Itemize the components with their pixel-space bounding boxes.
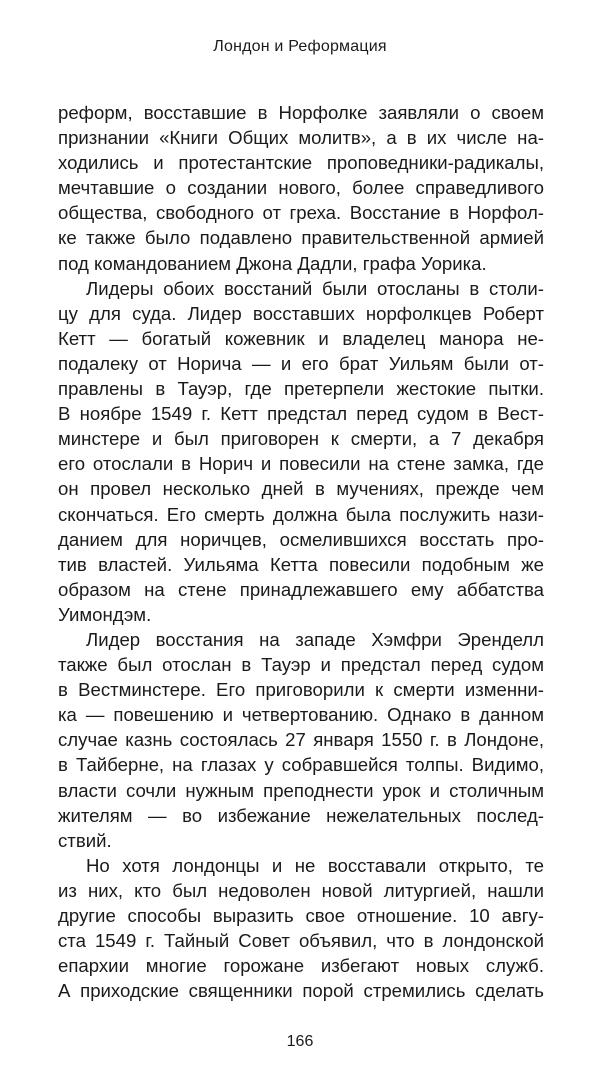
text-line: ке также было подавлено правительственной армией — [58, 227, 544, 249]
text-line: Кетт — богатый кожевник и владелец манора не- — [58, 327, 544, 349]
text-line: его отослали в Норич и повесили на стене замка, где — [58, 453, 544, 475]
text-line: цу для суда. Лидер восставших норфолкцев Роберт — [58, 302, 544, 324]
running-head: Лондон и Реформация — [213, 38, 387, 55]
text-line: также был отослан в Тауэр и предстал перед судом — [58, 654, 544, 676]
text-line: мечтавшие о создании нового, более справедливого — [58, 177, 544, 199]
text-line: Но хотя лондонцы и не восставали открыто, те — [86, 854, 544, 876]
text-line: правлены в Тауэр, где претерпели жестокие пытки. — [58, 378, 544, 400]
text-line: случае казнь состоялась 27 января 1550 г. в Лондоне, — [58, 729, 544, 751]
text-line: Лидеры обоих восстаний были отосланы в столи- — [86, 277, 544, 299]
text-line: власти сочли нужным преподнести урок и столичным — [58, 779, 544, 801]
paragraph — [58, 853, 544, 1004]
text-line: подалеку от Норича — и его брат Уильям были от- — [58, 352, 544, 374]
text-line: образом на стене принадлежавшего ему аббатства — [58, 578, 544, 600]
text-line: признании «Книги Общих молитв», а в их числе на- — [58, 127, 544, 149]
text-line: ствий. — [58, 829, 112, 851]
text-line: епархии многие горожане избегают новых служб. — [58, 955, 544, 977]
text-line: В ноябре 1549 г. Кетт предстал перед судом в Вест- — [58, 403, 544, 425]
paragraph — [58, 100, 544, 276]
paragraph — [58, 627, 544, 853]
text-line: он провел несколько дней в мучениях, прежде чем — [58, 478, 544, 500]
text-line: тив властей. Уильяма Кетта повесили подобным же — [58, 553, 544, 575]
text-line: в Вестминстере. Его приговорили к смерти изменни- — [58, 679, 544, 701]
text-line: ка — повешению и четвертованию. Однако в данном — [58, 704, 544, 726]
text-line: под командованием Джона Дадли, графа Уорика. — [58, 252, 487, 274]
page-number: 166 — [286, 1033, 314, 1050]
paragraph — [58, 276, 544, 627]
text-line: реформ, восставшие в Норфолке заявляли о своем — [58, 102, 544, 123]
text-line: ходились и протестантские проповедники-радикалы, — [58, 152, 544, 174]
text-line: другие способы выразить свое отношение. 10 авгу- — [58, 905, 544, 926]
text-line: данием для норичцев, осмелившихся восстать про- — [58, 528, 544, 550]
text-line: Лидер восстания на западе Хэмфри Эренделл — [86, 628, 544, 650]
text-line: минстере и был приговорен к смерти, а 7 декабря — [58, 428, 544, 450]
text-line: А приходские священники порой стремились сделать — [58, 980, 544, 1002]
text-line: Уимондэм. — [58, 603, 152, 625]
text-line: скончаться. Его смерть должна была послужить нази- — [58, 503, 544, 525]
text-line: из них, кто был недоволен новой литургией, нашли — [58, 879, 544, 901]
body-text — [58, 100, 544, 1003]
text-line: жителям — во избежание нежелательных послед- — [58, 804, 544, 826]
text-line: общества, свободного от греха. Восстание в Норфол- — [58, 202, 544, 224]
text-line: в Тайберне, на глазах у собравшейся толпы. Видимо, — [58, 754, 544, 776]
text-line: ста 1549 г. Тайный Совет объявил, что в лондонской — [58, 930, 544, 952]
